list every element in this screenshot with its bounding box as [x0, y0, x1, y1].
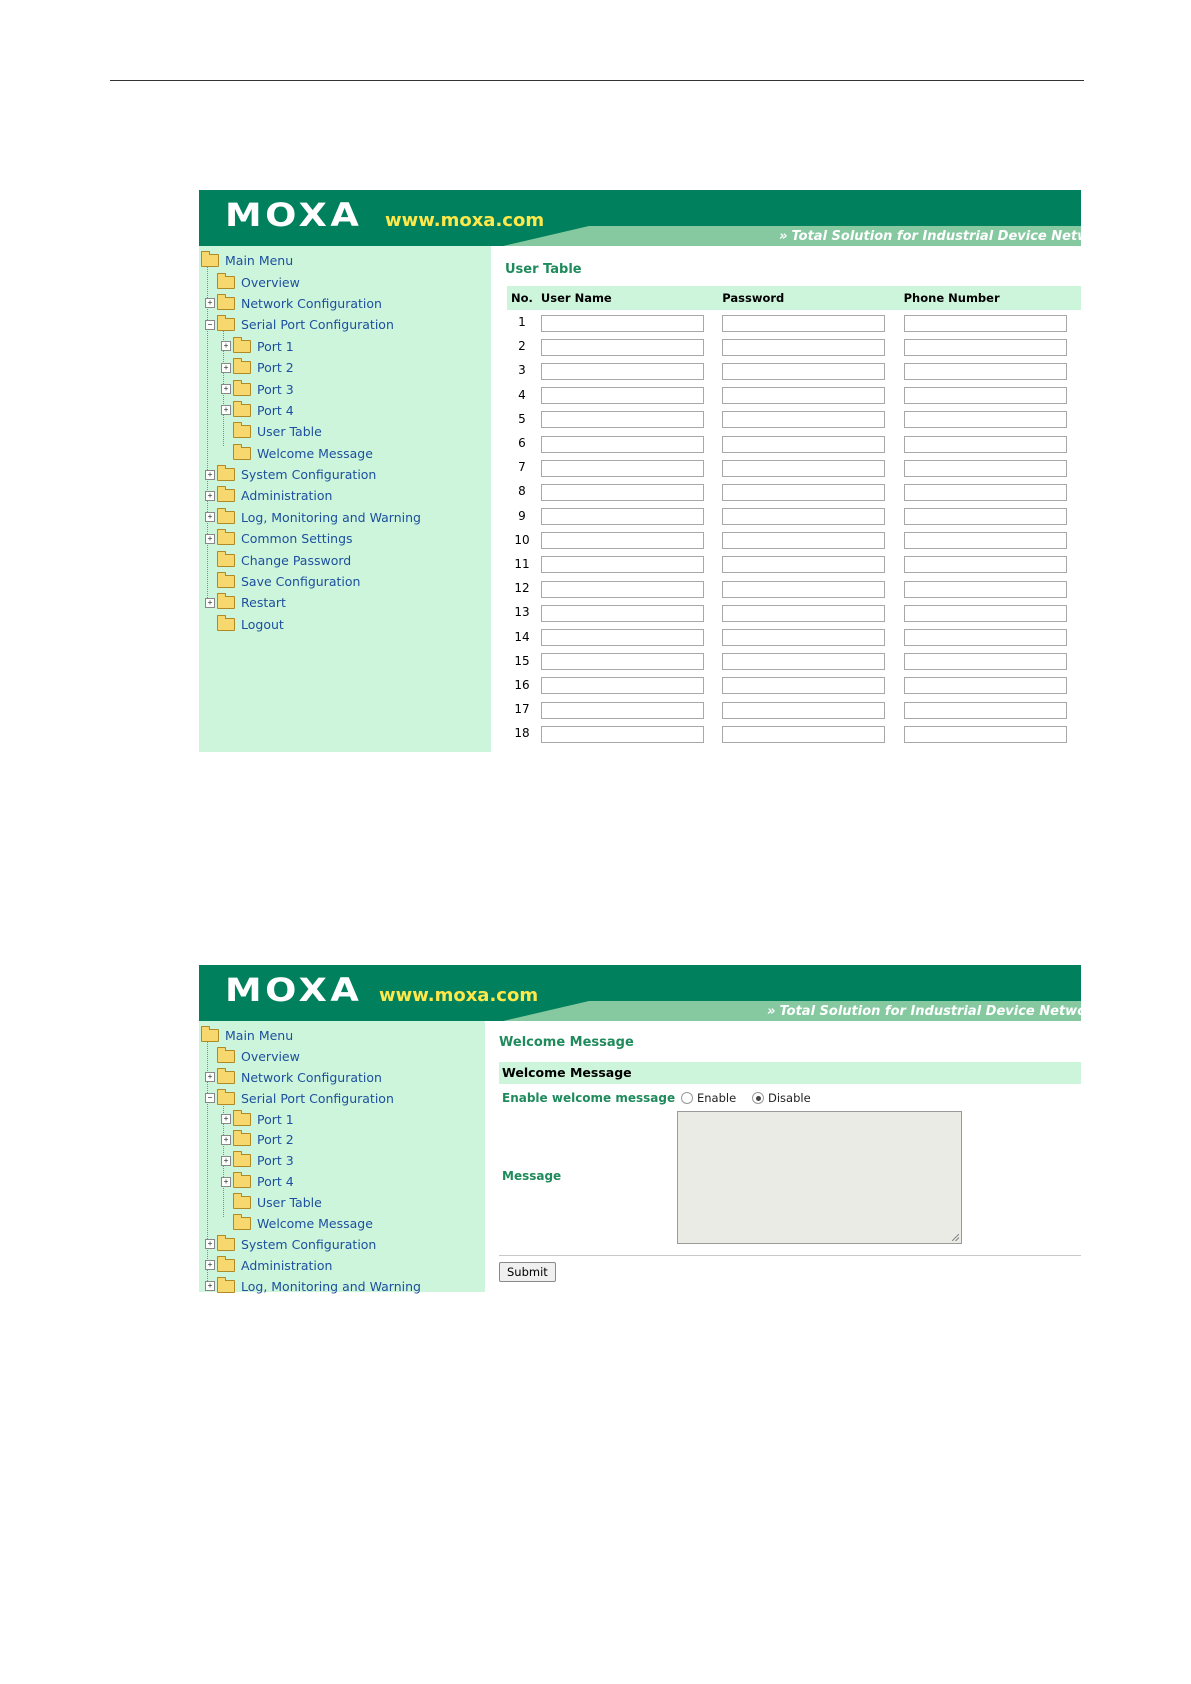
menu-welcome[interactable]: Welcome Message [201, 1213, 421, 1234]
table-cell [718, 479, 899, 503]
row-number: 3 [518, 363, 526, 378]
table-row [507, 334, 1081, 358]
user-table-body [507, 310, 1081, 745]
password-input[interactable] [722, 532, 885, 549]
table-cell [718, 528, 899, 552]
table-cell [718, 697, 899, 721]
password-input[interactable] [722, 436, 885, 453]
radio-enable-indicator[interactable] [681, 1092, 693, 1104]
message-textarea[interactable] [677, 1111, 962, 1244]
folder-open-icon [217, 1092, 235, 1105]
sidebar-menu [199, 246, 491, 752]
table-row [507, 673, 1081, 697]
table-cell [900, 431, 1081, 455]
table-cell [718, 334, 899, 358]
table-row [507, 479, 1081, 503]
double-chevron-icon: » [767, 1004, 776, 1019]
moxa-banner [199, 965, 1125, 1021]
expand-plus-icon[interactable]: + [221, 1156, 231, 1166]
user-name-input[interactable] [541, 653, 704, 670]
phone-number-input[interactable] [904, 605, 1067, 622]
menu-user-table[interactable]: User Table [201, 1192, 421, 1213]
folder-icon [217, 1280, 235, 1293]
menu-port1[interactable]: + Port 1 [201, 336, 421, 357]
user-table-screenshot [199, 190, 1118, 752]
moxa-banner [199, 190, 1118, 246]
page-title: Welcome Message [499, 1035, 634, 1050]
password-input[interactable] [722, 702, 885, 719]
folder-open-icon [201, 1029, 219, 1042]
table-cell [537, 334, 718, 358]
col-no: No. [507, 286, 537, 310]
phone-number-input[interactable] [904, 677, 1067, 694]
moxa-logo: MOXA [225, 971, 363, 1009]
password-input[interactable] [722, 387, 885, 404]
menu-network[interactable]: + Network Configuration [201, 1067, 421, 1088]
table-cell [718, 431, 899, 455]
expand-plus-icon[interactable]: + [221, 1135, 231, 1145]
password-input[interactable] [722, 629, 885, 646]
table-cell [718, 624, 899, 648]
row-number: 4 [518, 387, 526, 402]
menu-save[interactable]: Save Configuration [201, 571, 421, 592]
folder-icon [233, 447, 251, 460]
folder-icon [233, 1217, 251, 1230]
table-cell [537, 697, 718, 721]
menu-serial[interactable]: − Serial Port Configuration [201, 1088, 421, 1109]
table-row [507, 576, 1081, 600]
table-row [507, 455, 1081, 479]
table-cell [900, 721, 1081, 745]
row-number: 18 [514, 726, 530, 741]
moxa-url: www.moxa.com [385, 210, 545, 231]
row-number: 13 [514, 605, 530, 620]
user-name-input[interactable] [541, 726, 704, 743]
row-number: 8 [518, 484, 526, 499]
phone-number-input[interactable] [904, 315, 1067, 332]
password-input[interactable] [722, 605, 885, 622]
folder-icon [217, 276, 235, 289]
menu-port4[interactable]: + Port 4 [201, 400, 421, 421]
menu-main[interactable]: Main Menu [201, 250, 421, 271]
folder-icon [217, 618, 235, 631]
table-row [507, 624, 1081, 648]
menu-tree [201, 1025, 421, 1297]
folder-icon [233, 383, 251, 396]
radio-enable[interactable]: Enable [681, 1091, 736, 1105]
menu-system[interactable]: + System Configuration [201, 464, 421, 485]
table-cell [537, 624, 718, 648]
table-cell [900, 649, 1081, 673]
folder-icon [217, 532, 235, 545]
phone-number-input[interactable] [904, 653, 1067, 670]
row-number: 10 [514, 532, 530, 547]
password-input[interactable] [722, 484, 885, 501]
user-name-input[interactable] [541, 339, 704, 356]
user-name-input[interactable] [541, 508, 704, 525]
menu-overview[interactable]: Overview [201, 1046, 421, 1067]
menu-restart[interactable]: + Restart [201, 592, 421, 613]
password-input[interactable] [722, 556, 885, 573]
table-row [507, 310, 1081, 334]
row-number: 9 [518, 508, 526, 523]
page-title: User Table [505, 262, 582, 277]
submit-button[interactable]: Submit [499, 1262, 556, 1282]
user-name-input[interactable] [541, 484, 704, 501]
expand-plus-icon[interactable]: + [205, 491, 215, 501]
expand-plus-icon[interactable]: + [221, 384, 231, 394]
table-cell [537, 673, 718, 697]
table-cell [718, 455, 899, 479]
phone-number-input[interactable] [904, 508, 1067, 525]
expand-plus-icon[interactable]: + [205, 1239, 215, 1249]
table-cell [900, 358, 1081, 382]
folder-icon [233, 1133, 251, 1146]
radio-disable[interactable]: Disable [752, 1091, 811, 1105]
welcome-message-screenshot [199, 965, 1125, 1294]
phone-number-input[interactable] [904, 556, 1067, 573]
expand-plus-icon[interactable]: + [205, 1072, 215, 1082]
table-cell [537, 504, 718, 528]
password-input[interactable] [722, 363, 885, 380]
table-row [507, 504, 1081, 528]
folder-icon [217, 1259, 235, 1272]
col-phone-number: Phone Number [900, 286, 1081, 310]
table-cell [900, 504, 1081, 528]
expand-plus-icon[interactable]: + [205, 598, 215, 608]
expand-plus-icon[interactable]: + [205, 470, 215, 480]
banner-tagline: » Total Solution for Industrial Device Networki [779, 229, 1118, 244]
page-header-rule [110, 80, 1084, 81]
expand-plus-icon[interactable]: + [205, 1281, 215, 1291]
phone-number-input[interactable] [904, 339, 1067, 356]
form-divider [499, 1255, 1081, 1256]
row-number: 16 [514, 677, 530, 692]
table-row [507, 431, 1081, 455]
table-cell [718, 649, 899, 673]
menu-port2[interactable]: + Port 2 [201, 357, 421, 378]
table-row [507, 528, 1081, 552]
user-name-input[interactable] [541, 411, 704, 428]
folder-icon [233, 1196, 251, 1209]
table-row [507, 697, 1081, 721]
menu-overview[interactable]: Overview [201, 271, 421, 292]
folder-icon [233, 361, 251, 374]
table-header-row [507, 286, 1081, 310]
table-cell [718, 358, 899, 382]
table-cell [718, 383, 899, 407]
table-cell [718, 721, 899, 745]
table-cell [537, 310, 718, 334]
folder-icon [217, 468, 235, 481]
table-cell [900, 334, 1081, 358]
expand-plus-icon[interactable]: + [221, 341, 231, 351]
folder-icon [233, 1154, 251, 1167]
phone-number-input[interactable] [904, 629, 1067, 646]
menu-logout[interactable]: Logout [201, 614, 421, 635]
collapse-minus-icon[interactable]: − [205, 1093, 215, 1103]
table-cell [718, 673, 899, 697]
table-cell [537, 721, 718, 745]
expand-plus-icon[interactable]: + [221, 405, 231, 415]
password-input[interactable] [722, 411, 885, 428]
table-row [507, 383, 1081, 407]
password-input[interactable] [722, 339, 885, 356]
expand-plus-icon[interactable]: + [205, 534, 215, 544]
row-number: 5 [518, 411, 526, 426]
row-number: 15 [514, 653, 530, 668]
table-cell [537, 407, 718, 431]
row-number: 1 [518, 315, 526, 330]
table-row [507, 721, 1081, 745]
menu-network[interactable]: + Network Configuration [201, 293, 421, 314]
table-cell [900, 528, 1081, 552]
folder-icon [217, 511, 235, 524]
table-cell [537, 576, 718, 600]
folder-icon [233, 1113, 251, 1126]
phone-number-input[interactable] [904, 484, 1067, 501]
table-cell [718, 576, 899, 600]
table-cell [900, 552, 1081, 576]
user-name-input[interactable] [541, 387, 704, 404]
moxa-url: www.moxa.com [379, 985, 539, 1006]
folder-icon [217, 596, 235, 609]
folder-icon [233, 404, 251, 417]
menu-common[interactable]: + Common Settings [201, 528, 421, 549]
menu-port4[interactable]: + Port 4 [201, 1171, 421, 1192]
menu-admin[interactable]: + Administration [201, 485, 421, 506]
row-number: 14 [514, 629, 530, 644]
table-cell [900, 310, 1081, 334]
phone-number-input[interactable] [904, 702, 1067, 719]
menu-serial[interactable]: − Serial Port Configuration [201, 314, 421, 335]
menu-main[interactable]: Main Menu [201, 1025, 421, 1046]
phone-number-input[interactable] [904, 460, 1067, 477]
expand-plus-icon[interactable]: + [221, 363, 231, 373]
table-cell [900, 624, 1081, 648]
folder-icon [217, 297, 235, 310]
user-name-input[interactable] [541, 702, 704, 719]
moxa-logo: MOXA [225, 196, 363, 234]
row-number: 12 [514, 581, 530, 596]
menu-change-password[interactable]: Change Password [201, 549, 421, 570]
expand-plus-icon[interactable]: + [221, 1177, 231, 1187]
folder-icon [233, 425, 251, 438]
table-cell [900, 407, 1081, 431]
user-name-input[interactable] [541, 532, 704, 549]
folder-icon [217, 1238, 235, 1251]
double-chevron-icon: » [779, 229, 788, 244]
expand-plus-icon[interactable]: + [205, 512, 215, 522]
table-cell [900, 455, 1081, 479]
menu-tree [201, 250, 421, 635]
table-row [507, 358, 1081, 382]
table-row [507, 600, 1081, 624]
menu-welcome[interactable]: Welcome Message [201, 443, 421, 464]
folder-icon [233, 340, 251, 353]
folder-icon [217, 1071, 235, 1084]
password-input[interactable] [722, 677, 885, 694]
expand-plus-icon[interactable]: + [221, 1114, 231, 1124]
enable-welcome-label: Enable welcome message [502, 1091, 676, 1105]
folder-open-icon [217, 318, 235, 331]
table-cell [900, 600, 1081, 624]
expand-plus-icon[interactable]: + [205, 1260, 215, 1270]
folder-open-icon [201, 254, 219, 267]
menu-port3[interactable]: + Port 3 [201, 1150, 421, 1171]
table-cell [900, 576, 1081, 600]
user-name-input[interactable] [541, 436, 704, 453]
menu-user-table[interactable]: User Table [201, 421, 421, 442]
user-name-input[interactable] [541, 605, 704, 622]
col-password: Password [718, 286, 899, 310]
phone-number-input[interactable] [904, 411, 1067, 428]
table-cell [537, 383, 718, 407]
radio-disable-indicator[interactable] [752, 1092, 764, 1104]
banner-tagline: » Total Solution for Industrial Device Networking [767, 1004, 1125, 1019]
password-input[interactable] [722, 726, 885, 743]
message-label: Message [502, 1169, 562, 1183]
collapse-minus-icon[interactable]: − [205, 320, 215, 330]
section-header: Welcome Message [499, 1062, 1081, 1084]
user-table [507, 286, 1081, 745]
menu-port2[interactable]: + Port 2 [201, 1129, 421, 1150]
expand-plus-icon[interactable]: + [205, 298, 215, 308]
table-cell [537, 528, 718, 552]
menu-system[interactable]: + System Configuration [201, 1234, 421, 1255]
table-cell [537, 358, 718, 382]
table-row [507, 649, 1081, 673]
user-name-input[interactable] [541, 556, 704, 573]
table-cell [537, 649, 718, 673]
row-number: 17 [514, 702, 530, 717]
phone-number-input[interactable] [904, 726, 1067, 743]
main-content [485, 1021, 1081, 1292]
row-number: 2 [518, 339, 526, 354]
phone-number-input[interactable] [904, 387, 1067, 404]
table-cell [900, 383, 1081, 407]
user-name-input[interactable] [541, 363, 704, 380]
user-name-input[interactable] [541, 460, 704, 477]
col-user-name: User Name [537, 286, 718, 310]
user-name-input[interactable] [541, 581, 704, 598]
password-input[interactable] [722, 581, 885, 598]
password-input[interactable] [722, 653, 885, 670]
phone-number-input[interactable] [904, 532, 1067, 549]
table-row [507, 407, 1081, 431]
user-name-input[interactable] [541, 629, 704, 646]
table-cell [718, 504, 899, 528]
folder-icon [233, 1175, 251, 1188]
menu-log[interactable]: + Log, Monitoring and Warning [201, 1276, 421, 1297]
folder-icon [217, 575, 235, 588]
menu-port3[interactable]: + Port 3 [201, 378, 421, 399]
folder-icon [217, 554, 235, 567]
table-cell [537, 600, 718, 624]
menu-admin[interactable]: + Administration [201, 1255, 421, 1276]
folder-icon [217, 489, 235, 502]
password-input[interactable] [722, 460, 885, 477]
main-content [491, 246, 1081, 752]
table-cell [537, 455, 718, 479]
user-name-input[interactable] [541, 315, 704, 332]
table-cell [718, 600, 899, 624]
row-number: 7 [518, 460, 526, 475]
table-cell [537, 552, 718, 576]
table-cell [537, 479, 718, 503]
table-cell [718, 310, 899, 334]
table-cell [900, 697, 1081, 721]
row-number: 6 [518, 436, 526, 451]
menu-port1[interactable]: + Port 1 [201, 1109, 421, 1130]
row-number: 11 [514, 556, 530, 571]
folder-icon [217, 1050, 235, 1063]
table-cell [537, 431, 718, 455]
phone-number-input[interactable] [904, 363, 1067, 380]
table-row [507, 552, 1081, 576]
phone-number-input[interactable] [904, 581, 1067, 598]
password-input[interactable] [722, 508, 885, 525]
user-name-input[interactable] [541, 677, 704, 694]
table-cell [900, 479, 1081, 503]
phone-number-input[interactable] [904, 436, 1067, 453]
table-cell [900, 673, 1081, 697]
table-cell [718, 552, 899, 576]
menu-log[interactable]: + Log, Monitoring and Warning [201, 507, 421, 528]
table-cell [718, 407, 899, 431]
sidebar-menu [199, 1021, 485, 1292]
password-input[interactable] [722, 315, 885, 332]
